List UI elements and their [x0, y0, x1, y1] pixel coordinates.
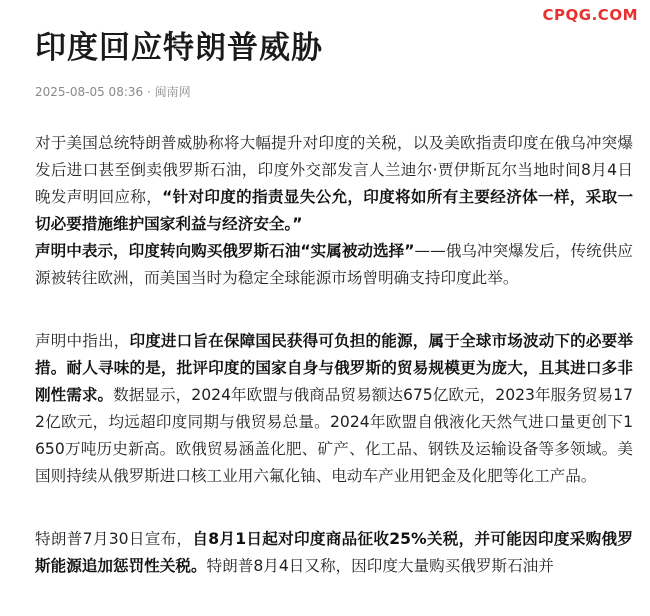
paragraph-emphasis: 声明中表示，印度转向购买俄罗斯石油“实属被动选择” [35, 242, 415, 260]
article-body [35, 130, 633, 616]
paragraph-text: 数据显示，2024年欧盟与俄商品贸易额达675亿欧元，2023年服务贸易172亿欧元，均远超印度同期与俄贸易总量。2024年欧盟自俄液化天然气进口量更创下1650万吨历史新高。欧俄贸易涵盖化肥、矿产、化工品、钢铁及运输设备等多领域。美国则持续从俄罗斯进口核工业用六氟化铀、电动车产业用钯金及化肥等化工产品。 [35, 386, 633, 485]
paragraph-text: 特朗普7月30日宣布， [35, 530, 193, 548]
article-meta: 2025-08-05 08:36 · 闽南网 [35, 85, 191, 99]
paragraph-text: 声明中指出， [35, 332, 130, 350]
article-paragraph [35, 328, 633, 490]
paragraph-emphasis: 印度进口旨在保障国民获得可负担的能源，属于全球市场波动下的必要举措。耐人寻味的是，批评印度的国家自身与俄罗斯的贸易规模更为庞大，且其进口多非刚性需求。 [35, 332, 633, 404]
paragraph-emphasis: 自8月1日起对印度商品征收25%关税，并可能因印度采购俄罗斯能源追加惩罚性关税。 [35, 530, 634, 575]
paragraph-text: 对于美国总统特朗普威胁称将大幅提升对印度的关税，以及美欧指责印度在俄乌冲突爆发后进口甚至倒卖俄罗斯石油，印度外交部发言人兰迪尔·贾伊斯瓦尔当地时间8月4日晚发声明回应称， [35, 134, 633, 206]
article-title: 印度回应特朗普威胁 [35, 30, 323, 66]
paragraph-text: 特朗普8月4日又称，因印度大量购买俄罗斯石油并 [206, 557, 554, 575]
paragraph-text: ——俄乌冲突爆发后，传统供应源被转往欧洲，而美国当时为稳定全球能源市场曾明确支持印度此举。 [35, 242, 633, 287]
paragraph-emphasis: “针对印度的指责显失公允，印度将如所有主要经济体一样，采取一切必要措施维护国家利益与经济安全。” [35, 188, 633, 233]
article-paragraph [35, 238, 633, 292]
article-paragraph [35, 526, 633, 580]
article-paragraph [35, 130, 633, 238]
site-watermark: CPQG.COM [542, 6, 638, 24]
